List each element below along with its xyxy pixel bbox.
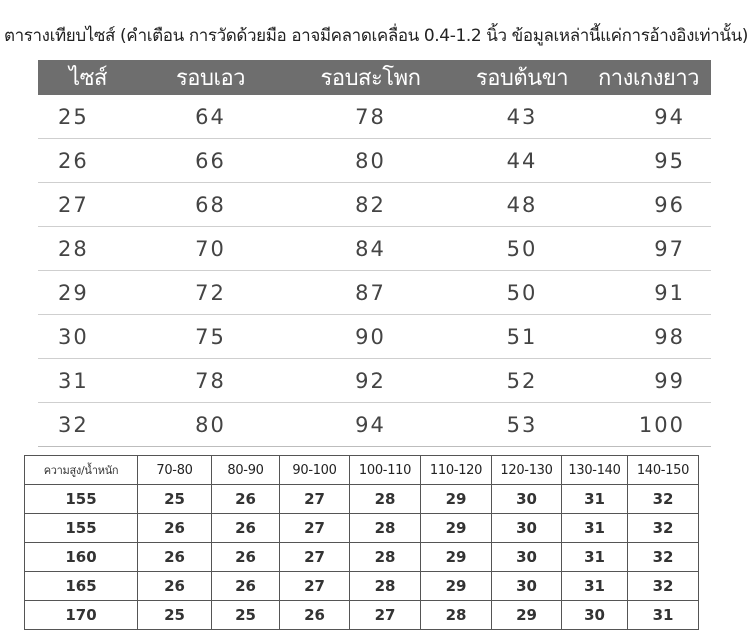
size-cell: 26	[138, 514, 212, 543]
table-cell: 80	[138, 403, 283, 447]
size-cell: 29	[421, 514, 492, 543]
height-cell: 160	[25, 543, 138, 572]
size-cell: 30	[492, 485, 562, 514]
table-row	[25, 601, 699, 630]
size-cell: 31	[562, 514, 628, 543]
size-cell: 30	[492, 514, 562, 543]
size-cell: 26	[138, 543, 212, 572]
table-cell: 94	[283, 403, 458, 447]
size-cell: 30	[492, 543, 562, 572]
table-cell: 31	[38, 359, 138, 403]
weight-range-header: 140-150	[628, 456, 699, 485]
size-cell: 26	[212, 543, 280, 572]
size-cell: 27	[280, 485, 350, 514]
size-cell: 30	[562, 601, 628, 630]
size-cell: 31	[562, 572, 628, 601]
height-cell: 165	[25, 572, 138, 601]
table-cell: 68	[138, 183, 283, 227]
table-row	[38, 359, 711, 403]
table-row	[25, 543, 699, 572]
weight-range-header: 100-110	[350, 456, 421, 485]
weight-range-header: 110-120	[421, 456, 492, 485]
size-cell: 26	[212, 485, 280, 514]
table-cell: 96	[586, 183, 711, 227]
table-cell: 87	[283, 271, 458, 315]
height-weight-header-row	[25, 456, 699, 485]
table-cell: 80	[283, 139, 458, 183]
size-cell: 32	[628, 572, 699, 601]
size-cell: 27	[280, 543, 350, 572]
table-cell: 91	[586, 271, 711, 315]
table-cell: 29	[38, 271, 138, 315]
size-cell: 32	[628, 543, 699, 572]
table-cell: 43	[458, 95, 586, 139]
table-cell: 90	[283, 315, 458, 359]
table-cell: 95	[586, 139, 711, 183]
size-cell: 29	[492, 601, 562, 630]
size-cell: 25	[138, 485, 212, 514]
table-cell: 26	[38, 139, 138, 183]
header-thigh: รอบต้นขา	[458, 60, 586, 95]
size-cell: 26	[280, 601, 350, 630]
table-row	[25, 485, 699, 514]
table-cell: 98	[586, 315, 711, 359]
table-cell: 92	[283, 359, 458, 403]
size-cell: 27	[280, 572, 350, 601]
table-row	[38, 271, 711, 315]
size-cell: 28	[350, 514, 421, 543]
size-cell: 29	[421, 485, 492, 514]
table-cell: 25	[38, 95, 138, 139]
size-cell: 31	[562, 485, 628, 514]
height-cell: 170	[25, 601, 138, 630]
size-cell: 28	[421, 601, 492, 630]
size-cell: 29	[421, 572, 492, 601]
table-cell: 97	[586, 227, 711, 271]
size-cell: 31	[562, 543, 628, 572]
height-cell: 155	[25, 485, 138, 514]
table-row	[38, 183, 711, 227]
size-cell: 28	[350, 485, 421, 514]
height-weight-corner-label: ความสูง/น้ำหนัก	[25, 456, 138, 485]
size-cell: 25	[138, 601, 212, 630]
table-row	[38, 227, 711, 271]
table-cell: 30	[38, 315, 138, 359]
height-cell: 155	[25, 514, 138, 543]
table-cell: 78	[283, 95, 458, 139]
table-cell: 66	[138, 139, 283, 183]
table-cell: 51	[458, 315, 586, 359]
table-cell: 94	[586, 95, 711, 139]
table-row	[25, 514, 699, 543]
table-cell: 50	[458, 271, 586, 315]
table-cell: 100	[586, 403, 711, 447]
table-cell: 53	[458, 403, 586, 447]
size-cell: 32	[628, 485, 699, 514]
size-cell: 28	[350, 572, 421, 601]
weight-range-header: 80-90	[212, 456, 280, 485]
table-cell: 64	[138, 95, 283, 139]
table-row	[38, 95, 711, 139]
table-cell: 52	[458, 359, 586, 403]
weight-range-header: 90-100	[280, 456, 350, 485]
header-length: กางเกงยาว	[586, 60, 711, 95]
size-cell: 26	[212, 514, 280, 543]
weight-range-header: 130-140	[562, 456, 628, 485]
table-cell: 82	[283, 183, 458, 227]
weight-range-header: 120-130	[492, 456, 562, 485]
header-hip: รอบสะโพก	[283, 60, 458, 95]
table-cell: 99	[586, 359, 711, 403]
size-chart-header-row	[38, 60, 711, 95]
table-cell: 70	[138, 227, 283, 271]
size-cell: 25	[212, 601, 280, 630]
table-cell: 84	[283, 227, 458, 271]
table-row	[25, 572, 699, 601]
size-cell: 27	[350, 601, 421, 630]
table-cell: 78	[138, 359, 283, 403]
table-row	[38, 403, 711, 447]
table-cell: 75	[138, 315, 283, 359]
table-cell: 44	[458, 139, 586, 183]
table-cell: 28	[38, 227, 138, 271]
table-row	[38, 315, 711, 359]
page-title: ตารางเทียบไซส์ (คำเตือน การวัดด้วยมือ อาจมีคลาดเคลื่อน 0.4-1.2 นิ้ว ข้อมูลเหล่านี้แค่การอ้างอิงเท่านั้น)	[4, 26, 749, 46]
size-cell: 31	[628, 601, 699, 630]
table-cell: 27	[38, 183, 138, 227]
table-cell: 48	[458, 183, 586, 227]
table-cell: 72	[138, 271, 283, 315]
height-weight-table	[24, 455, 699, 630]
weight-range-header: 70-80	[138, 456, 212, 485]
size-cell: 28	[350, 543, 421, 572]
size-cell: 29	[421, 543, 492, 572]
table-row	[38, 139, 711, 183]
size-cell: 26	[138, 572, 212, 601]
size-cell: 30	[492, 572, 562, 601]
size-chart-table	[38, 60, 711, 447]
size-cell: 27	[280, 514, 350, 543]
header-waist: รอบเอว	[138, 60, 283, 95]
size-cell: 26	[212, 572, 280, 601]
table-cell: 32	[38, 403, 138, 447]
table-cell: 50	[458, 227, 586, 271]
header-size: ไซส์	[38, 60, 138, 95]
size-cell: 32	[628, 514, 699, 543]
